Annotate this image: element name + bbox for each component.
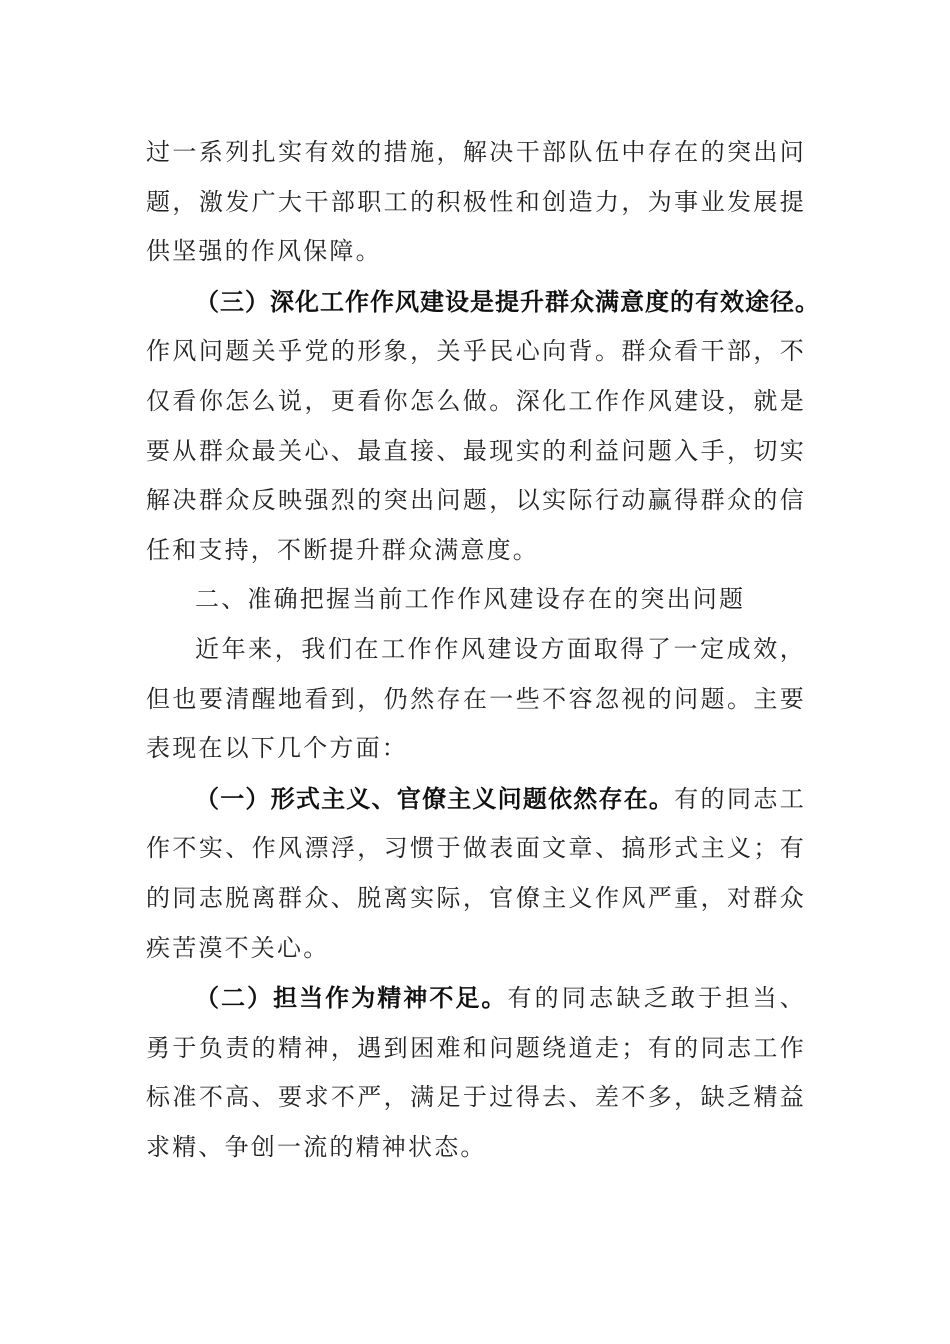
paragraph-intro xyxy=(146,625,806,774)
paragraph-text: 作风问题关乎党的形象，关乎民心向背。群众看干部，不仅看你怎么说，更看你怎么做。深化工作作风建设，就是要从群众最关心、最直接、最现实的利益问题入手，切实解决群众反映强烈的突出问题，以实际行动赢得群众的信任和支持，不断提升群众满意度。 xyxy=(146,337,806,564)
chapter-heading-text: 二、准确把握当前工作作风建设存在的突出问题 xyxy=(195,585,746,614)
paragraph-text: 近年来，我们在工作作风建设方面取得了一定成效，但也要清醒地看到，仍然存在一些不容忽视的问题。主要表现在以下几个方面： xyxy=(146,634,806,763)
section-heading-two: （二）担当作为精神不足。 xyxy=(195,983,508,1013)
paragraph-text: 有的同志工作不实、作风漂浮，习惯于做表面文章、搞形式主义；有的同志脱离群众、脱离实际，官僚主义作风严重，对群众疾苦漠不关心。 xyxy=(146,784,807,962)
chapter-heading-two xyxy=(146,575,806,625)
paragraph-issue-two xyxy=(146,973,806,1172)
paragraph-section-three xyxy=(146,277,820,576)
paragraph-continuation xyxy=(146,128,806,277)
section-heading-one: （一）形式主义、官僚主义问题依然存在。 xyxy=(195,783,675,813)
paragraph-text: 有的同志缺乏敢于担当、勇于负责的精神，遇到困难和问题绕道走；有的同志工作标准不高、要求不严，满足于过得去、差不多，缺乏精益求精、争创一流的精神状态。 xyxy=(146,984,806,1161)
document-body xyxy=(146,128,820,1172)
paragraph-issue-one xyxy=(146,774,806,973)
section-heading-three: （三）深化工作作风建设是提升群众满意度的有效途径。 xyxy=(195,286,820,316)
paragraph-text: 过一系列扎实有效的措施，解决干部队伍中存在的突出问题，激发广大干部职工的积极性和创造力，为事业发展提供坚强的作风保障。 xyxy=(146,138,806,266)
